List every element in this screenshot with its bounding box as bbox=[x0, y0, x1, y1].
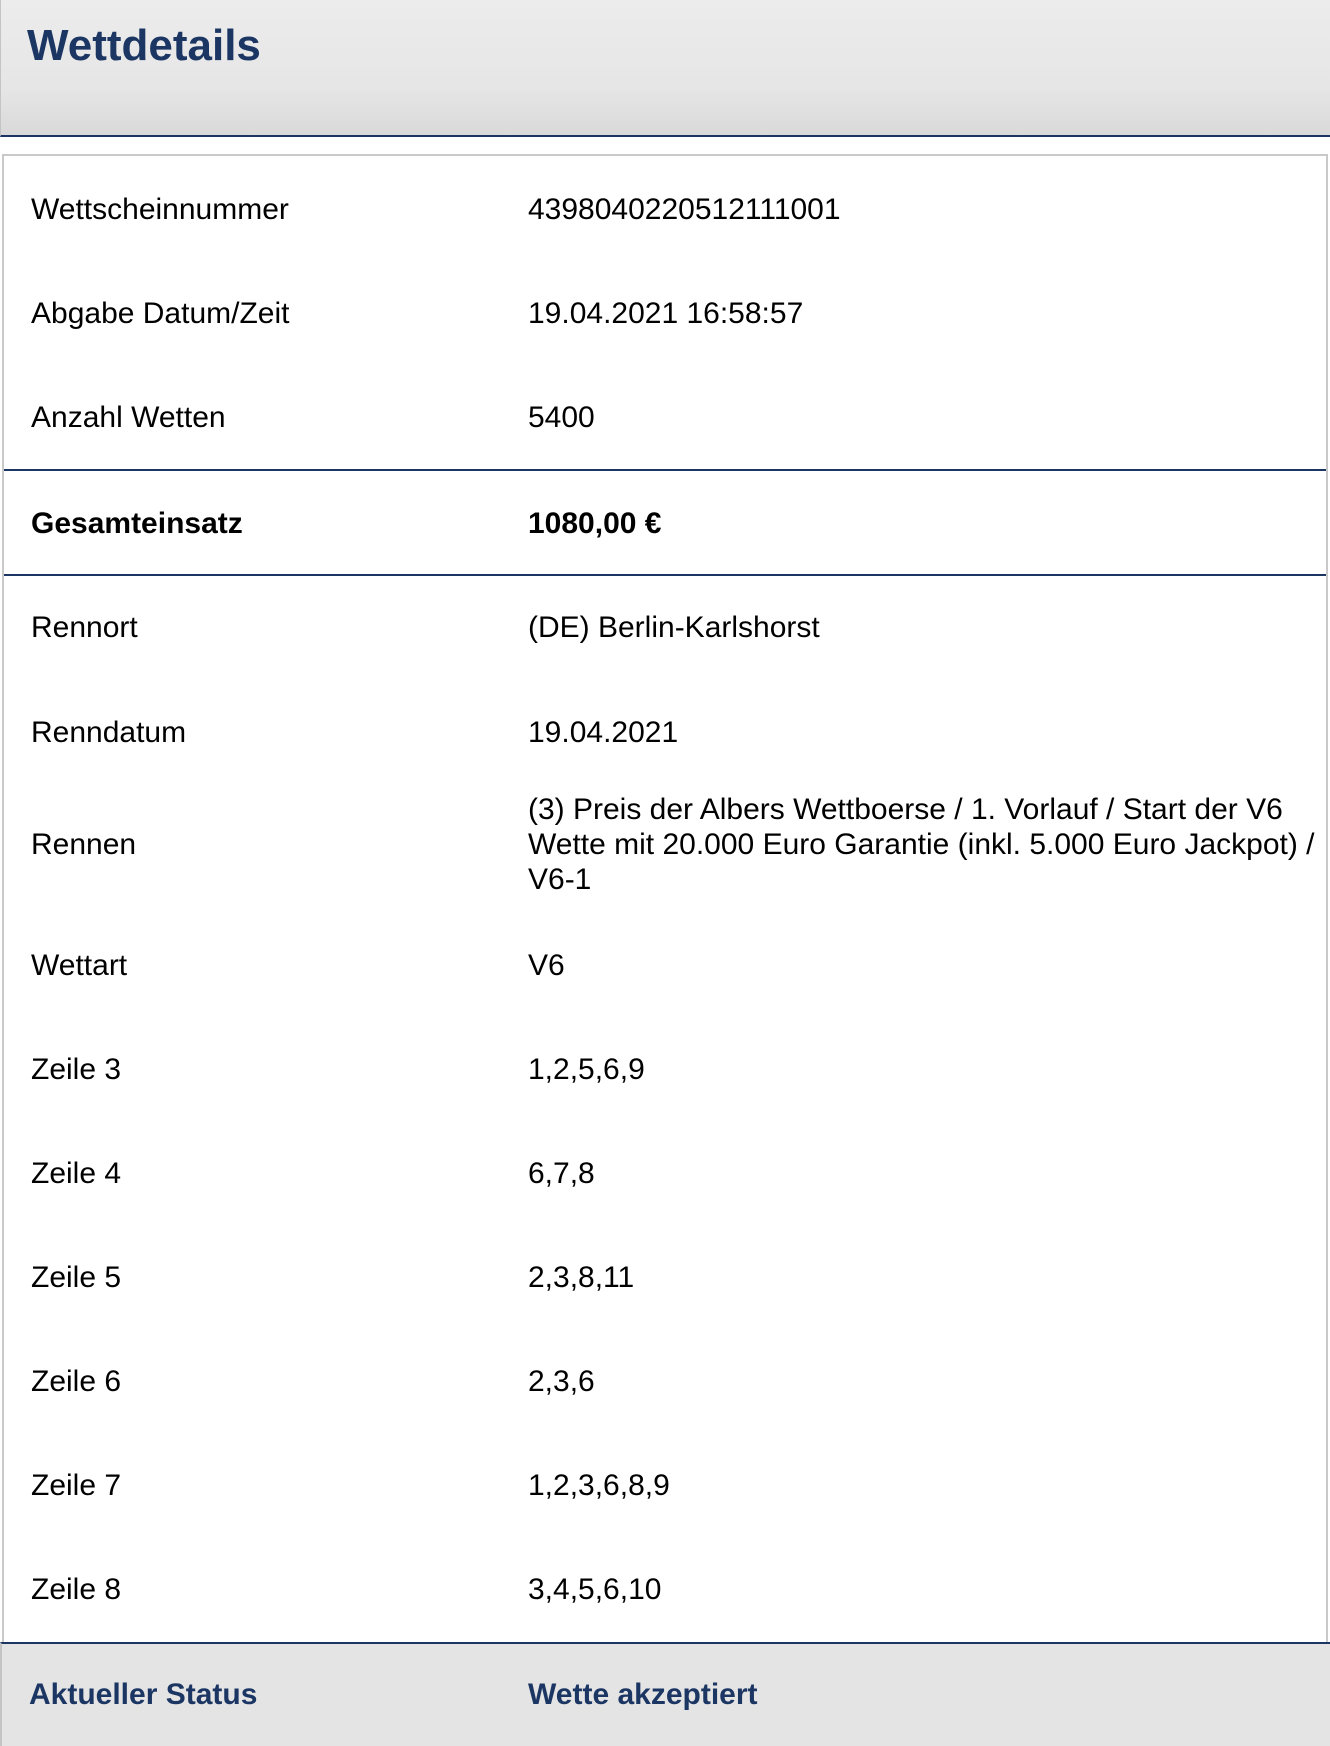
total-stake-value: 1080,00 € bbox=[528, 507, 662, 540]
row-ticket-number bbox=[4, 192, 1326, 227]
submitted-at-label: Abgabe Datum/Zeit bbox=[31, 297, 290, 330]
venue-label: Rennort bbox=[31, 611, 138, 644]
race-value: (3) Preis der Albers Wettboerse / 1. Vorlauf / Start der V6 Wette mit 20.000 Euro Garantie (inkl. 5.000 Euro Jackpot) / V6-1 bbox=[528, 793, 1315, 896]
bet-count-value: 5400 bbox=[528, 401, 595, 434]
line-value: 1,2,5,6,9 bbox=[528, 1053, 645, 1086]
row-race bbox=[4, 792, 1326, 897]
row-line bbox=[4, 1468, 1326, 1503]
ticket-number-label: Wettscheinnummer bbox=[31, 193, 289, 226]
page-title: Wettdetails bbox=[27, 21, 261, 70]
line-label: Zeile 6 bbox=[31, 1365, 122, 1398]
line-value: 1,2,3,6,8,9 bbox=[528, 1469, 670, 1502]
ticket-number-value: 4398040220512111001 bbox=[528, 193, 841, 226]
race-date-value: 19.04.2021 bbox=[528, 716, 679, 749]
bet-type-label: Wettart bbox=[31, 949, 128, 982]
row-total-stake bbox=[4, 506, 1326, 541]
row-line bbox=[4, 1260, 1326, 1295]
row-line bbox=[4, 1572, 1326, 1607]
total-stake-label: Gesamteinsatz bbox=[31, 507, 243, 540]
row-bet-count bbox=[4, 400, 1326, 435]
status-bar bbox=[0, 1642, 1330, 1746]
line-label: Zeile 8 bbox=[31, 1573, 122, 1606]
row-race-date bbox=[4, 715, 1326, 750]
row-line bbox=[4, 1364, 1326, 1399]
divider bbox=[4, 469, 1326, 471]
row-venue bbox=[4, 610, 1326, 645]
divider bbox=[4, 574, 1326, 576]
bet-type-value: V6 bbox=[528, 949, 565, 982]
race-date-label: Renndatum bbox=[31, 716, 187, 749]
row-submitted-at bbox=[4, 296, 1326, 331]
line-label: Zeile 4 bbox=[31, 1157, 122, 1190]
line-value: 2,3,6 bbox=[528, 1365, 595, 1398]
venue-value: (DE) Berlin-Karlshorst bbox=[528, 611, 820, 644]
row-line bbox=[4, 1156, 1326, 1191]
row-bet-type bbox=[4, 948, 1326, 983]
header-bar bbox=[0, 0, 1330, 137]
status-label: Aktueller Status bbox=[29, 1678, 258, 1711]
bet-details-table bbox=[2, 154, 1328, 1642]
status-value: Wette akzeptiert bbox=[528, 1678, 758, 1711]
race-label: Rennen bbox=[31, 828, 137, 861]
line-value: 3,4,5,6,10 bbox=[528, 1573, 662, 1606]
line-label: Zeile 3 bbox=[31, 1053, 122, 1086]
row-line bbox=[4, 1052, 1326, 1087]
line-label: Zeile 5 bbox=[31, 1261, 122, 1294]
line-label: Zeile 7 bbox=[31, 1469, 122, 1502]
line-value: 6,7,8 bbox=[528, 1157, 595, 1190]
submitted-at-value: 19.04.2021 16:58:57 bbox=[528, 297, 804, 330]
bet-count-label: Anzahl Wetten bbox=[31, 401, 226, 434]
line-value: 2,3,8,11 bbox=[528, 1261, 635, 1294]
